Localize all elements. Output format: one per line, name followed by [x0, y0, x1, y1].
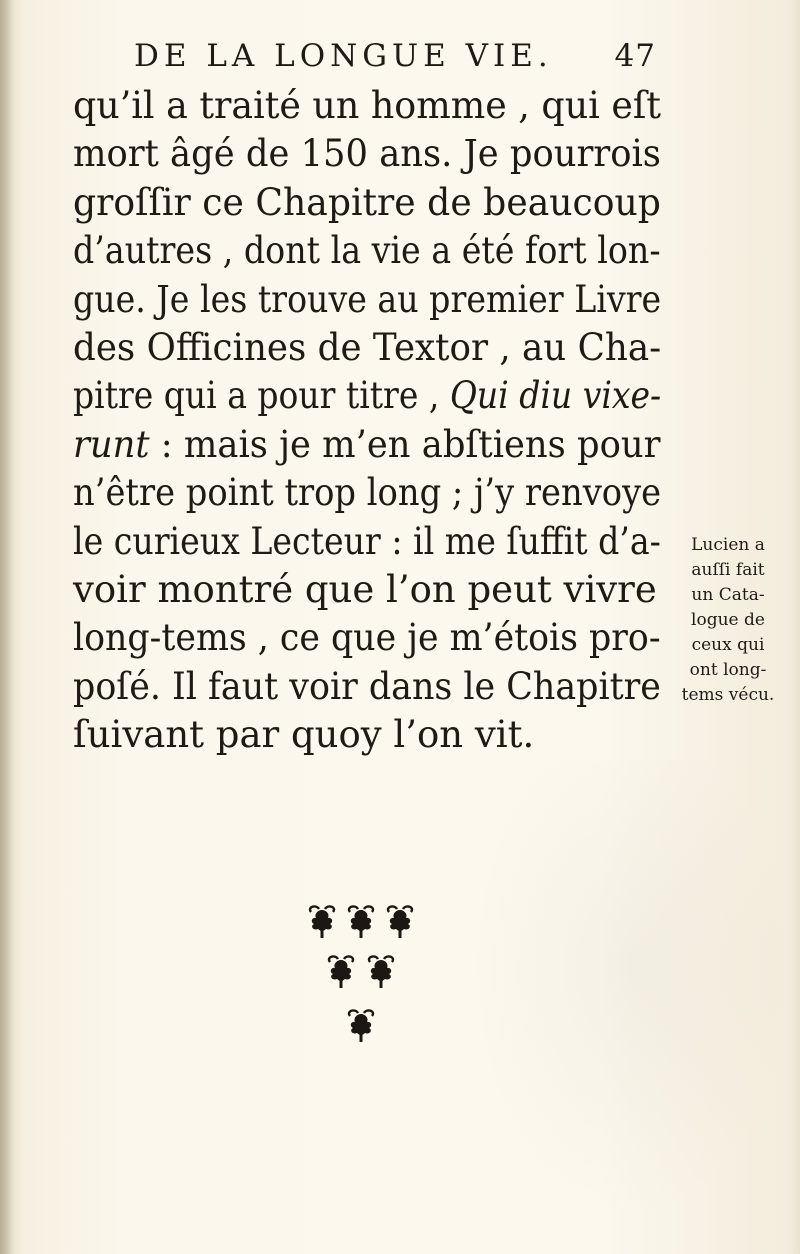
italic-title: Qui diu vixe- [449, 374, 662, 418]
text-line [73, 372, 662, 420]
text-segment: n’être point trop long ; j’y renvoye [73, 471, 662, 515]
text-segment: poſé. Il faut voir dans le Chapitre [73, 664, 661, 708]
marginal-note-line: logue de [691, 610, 765, 630]
text-line [73, 179, 661, 227]
cul-de-lampe-ornament [303, 898, 419, 1058]
text-segment: ſuivant par quoy l’on vit. [73, 713, 535, 757]
running-head-title: DE LA LONGUE VIE. [134, 38, 553, 74]
text-line [73, 614, 661, 662]
text-line [73, 227, 661, 275]
text-segment: voir montré que l’on peut vivre [73, 567, 657, 611]
text-segment: qu’il a traité un homme , qui eſt [73, 84, 661, 127]
text-line [73, 469, 662, 517]
text-segment: mort âgé de 150 ans. Je pourrois [73, 132, 661, 176]
text-segment: d’autres , dont la vie a été fort lon- [73, 229, 661, 273]
running-head [134, 33, 656, 79]
marginal-note-line: Lucien a [691, 535, 765, 555]
text-line [73, 518, 661, 566]
text-segment: groſſir ce Chapitre de beaucoup [73, 180, 661, 224]
text-segment: long-tems , ce que je m’étois pro- [73, 616, 661, 660]
marginal-note [664, 533, 792, 708]
marginal-note-line: un Cata- [691, 585, 765, 605]
text-segment: gue. Je les trouve au premier Livre [73, 277, 662, 321]
text-segment: le curieux Lecteur : il me ſuffit d’a- [73, 519, 661, 563]
marginal-note-line: ont long- [689, 660, 767, 680]
marginal-note-line: ceux qui [691, 635, 765, 655]
body-text [73, 82, 661, 759]
text-line [73, 82, 661, 130]
text-line [73, 421, 661, 469]
text-segment: des Officines de Textor , au Cha- [73, 325, 662, 369]
italic-title: runt [73, 422, 150, 466]
marginal-note-line: auſſi fait [691, 560, 765, 580]
page-number: 47 [614, 38, 656, 74]
text-line [73, 711, 661, 759]
text-line [73, 324, 662, 372]
show-through-text [470, 760, 790, 1220]
text-segment: : mais je m’en abſtiens pour [149, 422, 661, 466]
text-line [73, 130, 661, 178]
text-segment: pitre qui a pour titre , [73, 374, 450, 418]
text-line [73, 663, 661, 711]
text-line [73, 276, 662, 324]
text-line [73, 566, 661, 614]
gutter-shadow [0, 0, 14, 1254]
marginal-note-line: tems vécu. [681, 685, 775, 705]
